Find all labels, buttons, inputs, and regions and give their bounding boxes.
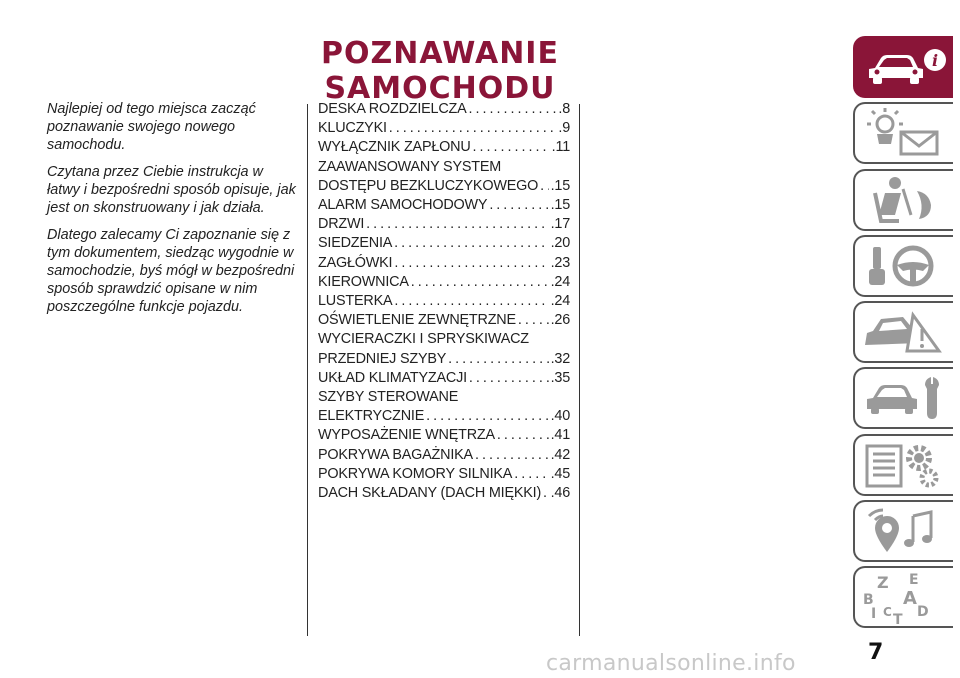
page-number: 7 — [868, 640, 884, 665]
tab-safety[interactable] — [853, 169, 953, 231]
seat-airbag-icon — [855, 171, 953, 229]
toc-entry[interactable]: ZAGŁÓWKI ..... .23 — [318, 254, 570, 273]
alphabetical-index-icon — [855, 568, 953, 626]
index-letter: D — [917, 604, 929, 621]
toc-entry[interactable]: DESKA ROZDZIELCZA ..... .8 — [318, 100, 570, 119]
index-letter: E — [909, 572, 919, 589]
toc-entry[interactable]: SIEDZENIA ..... .20 — [318, 234, 570, 253]
table-of-contents — [318, 100, 570, 503]
svg-text:i: i — [931, 51, 939, 70]
column-divider — [307, 104, 308, 636]
toc-entry[interactable]: ALARM SAMOCHODOWY ..... .15 — [318, 196, 570, 215]
car-info-icon — [855, 38, 953, 96]
toc-entry[interactable]: KIEROWNICA ..... .24 — [318, 273, 570, 292]
key-steering-wheel-icon — [855, 237, 953, 295]
tab-starting-driving[interactable] — [853, 235, 953, 297]
index-letter: Z — [877, 573, 889, 593]
index-letter: T — [893, 612, 903, 627]
tab-index[interactable] — [853, 566, 953, 628]
toc-entry-line[interactable]: ZAAWANSOWANY SYSTEM — [318, 158, 502, 175]
warning-light-envelope-icon — [855, 104, 953, 162]
intro-paragraph: Najlepiej od tego miejsca zacząć poznawanie swojego nowego samochodu. — [47, 101, 256, 153]
toc-entry-line[interactable]: WYCIERACZKI I SPRYSKIWACZ — [318, 331, 529, 348]
watermark: carmanualsonline.info — [546, 651, 796, 676]
index-letter: C — [883, 605, 892, 620]
toc-entry[interactable]: OŚWIETLENIE ZEWNĘTRZNE ..... .26 — [318, 311, 570, 330]
page-title: POZNAWANIE SAMOCHODU — [321, 36, 559, 106]
tab-car-info[interactable] — [853, 36, 953, 98]
index-letter: B — [863, 592, 874, 609]
index-letter: I — [871, 606, 877, 623]
chapter-tabs — [853, 36, 960, 633]
column-divider — [579, 104, 580, 636]
toc-entry[interactable]: UKŁAD KLIMATYZACJI ..... .35 — [318, 369, 570, 388]
toc-entry[interactable]: WYPOSAŻENIE WNĘTRZA ..... .41 — [318, 426, 570, 445]
car-wrench-icon — [855, 369, 953, 427]
toc-entry[interactable]: DOSTĘPU BEZKLUCZYKOWEGO ..... .15 — [318, 177, 570, 196]
toc-entry[interactable]: WYŁĄCZNIK ZAPŁONU ..... .11 — [318, 138, 570, 157]
tab-warning-lights[interactable] — [853, 102, 953, 164]
intro-text — [47, 100, 297, 325]
toc-entry[interactable]: KLUCZYKI ..... .9 — [318, 119, 570, 138]
intro-paragraph: Czytana przez Ciebie instrukcja w łatwy i bezpośredni sposób opisuje, jak jest on skonstruowany i jak działa. — [47, 164, 296, 216]
toc-entry[interactable]: DRZWI ..... .17 — [318, 215, 570, 234]
toc-entry[interactable]: ELEKTRYCZNIE ..... .40 — [318, 407, 570, 426]
specs-gears-icon — [855, 436, 953, 494]
tab-emergency[interactable] — [853, 301, 953, 363]
car-crash-warning-icon — [855, 303, 953, 361]
tab-maintenance[interactable] — [853, 367, 953, 429]
index-letter: A — [903, 588, 917, 610]
tab-multimedia[interactable] — [853, 500, 953, 562]
toc-entry[interactable]: PRZEDNIEJ SZYBY ..... .32 — [318, 350, 570, 369]
toc-entry[interactable]: LUSTERKA ..... .24 — [318, 292, 570, 311]
intro-paragraph: Dlatego zalecamy Ci zapoznanie się z tym dokumentem, siedząc wygodnie w samochodzie, byś mógł w bezpośredni sposób sprawdzić opisane w nim poszczególne funkcje pojazdu. — [47, 227, 295, 315]
toc-entry[interactable]: DACH SKŁADANY (DACH MIĘKKI) ..... .46 — [318, 484, 570, 503]
tab-technical-data[interactable] — [853, 434, 953, 496]
media-music-icon — [855, 502, 953, 560]
toc-entry[interactable]: POKRYWA KOMORY SILNIKA ..... .45 — [318, 465, 570, 484]
toc-entry-line[interactable]: SZYBY STEROWANE — [318, 389, 459, 406]
toc-entry[interactable]: POKRYWA BAGAŻNIKA ..... .42 — [318, 446, 570, 465]
